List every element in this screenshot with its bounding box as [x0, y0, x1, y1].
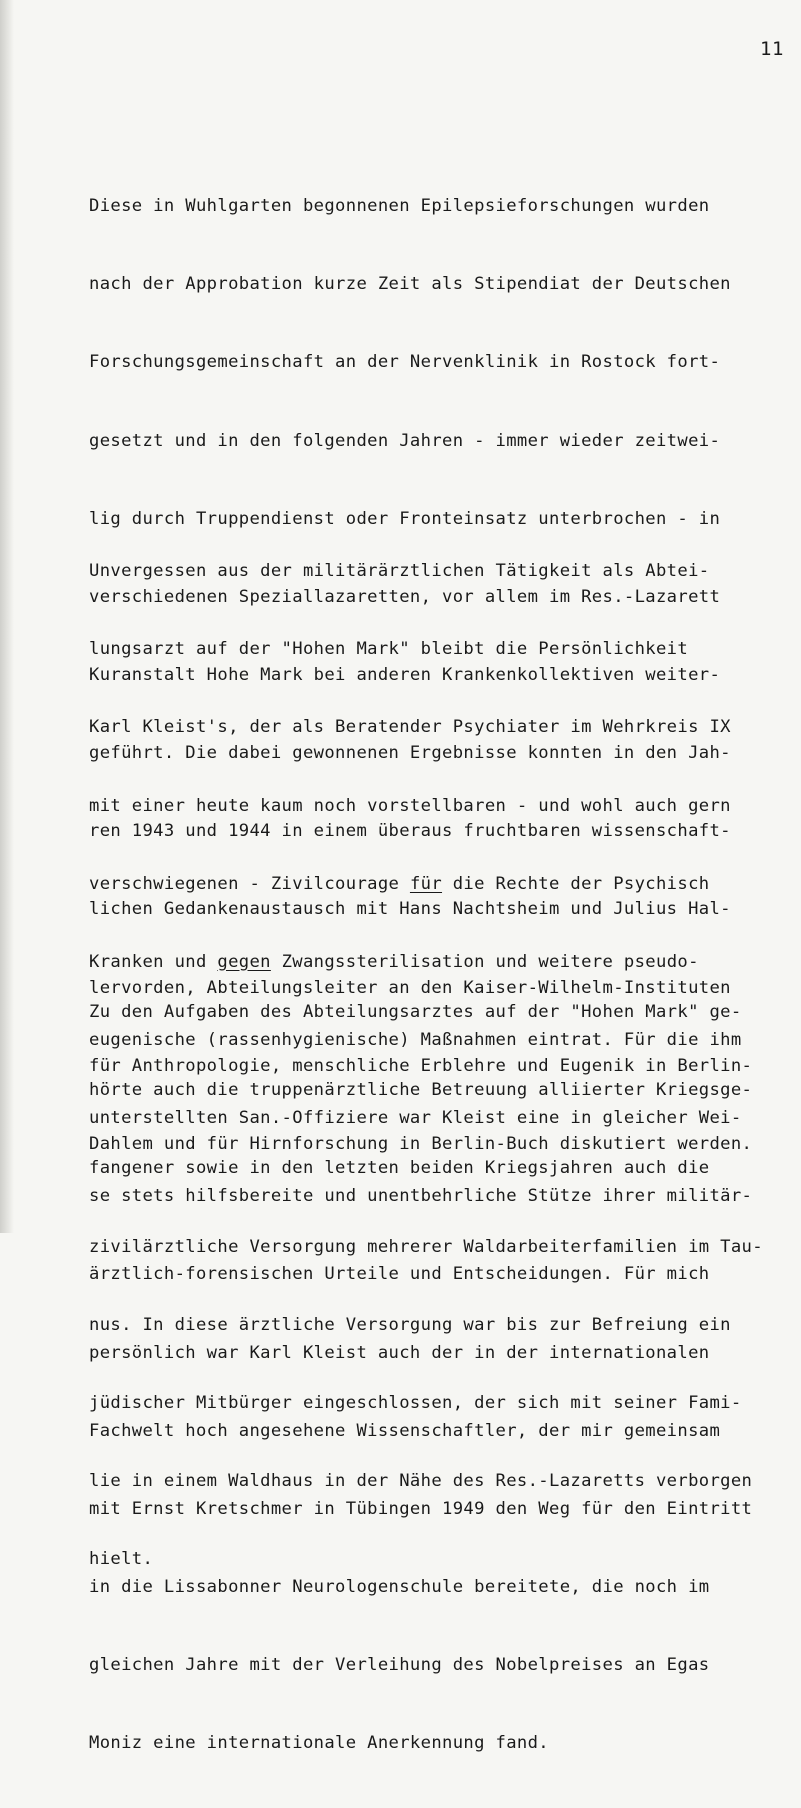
- text-line: Dahlem und für Hirnforschung in Berlin-Buch diskutiert werden.: [89, 1133, 753, 1154]
- text-line: mit Ernst Kretschmer in Tübingen 1949 den Weg für den Eintritt: [89, 1498, 753, 1519]
- text-line: ärztlich-forensischen Urteile und Entscheidungen. Für mich: [89, 1264, 710, 1285]
- underlined-word: gegen: [217, 951, 271, 972]
- text-line-with-underline: [89, 871, 789, 897]
- text-line: ren 1943 und 1944 in einem überaus fruchtbaren wissenschaft-: [89, 821, 731, 842]
- text-line: mit einer heute kaum noch vorstellbaren - und wohl auch gern: [89, 795, 731, 816]
- text-line: Moniz eine internationale Anerkennung fand.: [89, 1733, 550, 1754]
- text-line: lie in einem Waldhaus in der Nähe des Res.-Lazaretts verborgen: [89, 1470, 753, 1491]
- text-line: für Anthropologie, menschliche Erblehre und Eugenik in Berlin-: [89, 1055, 753, 1076]
- text-line: Diese in Wuhlgarten begonnenen Epilepsieforschungen wurden: [89, 196, 710, 217]
- text-line: hörte auch die truppenärztliche Betreuung alliierter Kriegsge-: [89, 1080, 753, 1101]
- text-line: gesetzt und in den folgenden Jahren - immer wieder zeitwei-: [89, 430, 721, 451]
- text-line: zivilärztliche Versorgung mehrerer Waldarbeiterfamilien im Tau-: [89, 1236, 763, 1257]
- text-line: Zu den Aufgaben des Abteilungsarztes auf der "Hohen Mark" ge-: [89, 1002, 742, 1023]
- page-binding-shadow: [0, 0, 14, 1233]
- text-segment: verschwiegenen - Zivilcourage: [89, 873, 410, 894]
- underlined-word: für: [409, 873, 443, 894]
- text-line: gleichen Jahre mit der Verleihung des Nobelpreises an Egas: [89, 1655, 710, 1676]
- text-line: verschiedenen Speziallazaretten, vor allem im Res.-Lazarett: [89, 586, 721, 607]
- text-line: Fachwelt hoch angesehene Wissenschaftler, der mir gemeinsam: [89, 1420, 721, 1441]
- text-line: Kuranstalt Hohe Mark bei anderen Krankenkollektiven weiter-: [89, 664, 721, 685]
- text-line: in die Lissabonner Neurologenschule bereitete, die noch im: [89, 1576, 710, 1597]
- text-line: Unvergessen aus der militärärztlichen Tätigkeit als Abtei-: [89, 561, 710, 582]
- text-line: fangener sowie in den letzten beiden Kriegsjahren auch die: [89, 1158, 710, 1179]
- text-line: Karl Kleist's, der als Beratender Psychiater im Wehrkreis IX: [89, 717, 731, 738]
- text-line: lervorden, Abteilungsleiter an den Kaiser-Wilhelm-Instituten: [89, 977, 731, 998]
- text-line: hielt.: [89, 1549, 154, 1570]
- text-line: lig durch Truppendienst oder Fronteinsatz unterbrochen - in: [89, 508, 721, 529]
- text-line: nus. In diese ärztliche Versorgung war bis zur Befreiung ein: [89, 1314, 731, 1335]
- page-number: 11: [760, 38, 784, 60]
- text-line: persönlich war Karl Kleist auch der in der internationalen: [89, 1342, 710, 1363]
- text-line: geführt. Die dabei gewonnenen Ergebnisse konnten in den Jah-: [89, 743, 731, 764]
- text-segment: Kranken und: [89, 951, 218, 972]
- text-segment: Zwangssterilisation und weitere pseudo-: [270, 951, 699, 972]
- text-line: jüdischer Mitbürger eingeschlossen, der sich mit seiner Fami-: [89, 1392, 742, 1413]
- text-line: unterstellten San.-Offiziere war Kleist eine in gleicher Wei-: [89, 1108, 742, 1129]
- text-line: nach der Approbation kurze Zeit als Stipendiat der Deutschen: [89, 274, 731, 295]
- paragraph-3: [89, 947, 789, 1624]
- text-segment: die Rechte der Psychisch: [442, 873, 710, 894]
- text-line: se stets hilfsbereite und unentbehrliche Stütze ihrer militär-: [89, 1186, 753, 1207]
- text-line: eugenische (rassenhygienische) Maßnahmen eintrat. Für die ihm: [89, 1029, 742, 1050]
- text-line: lichen Gedankenaustausch mit Hans Nachtsheim und Julius Hal-: [89, 899, 731, 920]
- text-line: Forschungsgemeinschaft an der Nervenklinik in Rostock fort-: [89, 352, 721, 373]
- text-line: lungsarzt auf der "Hohen Mark" bleibt die Persönlichkeit: [89, 639, 689, 660]
